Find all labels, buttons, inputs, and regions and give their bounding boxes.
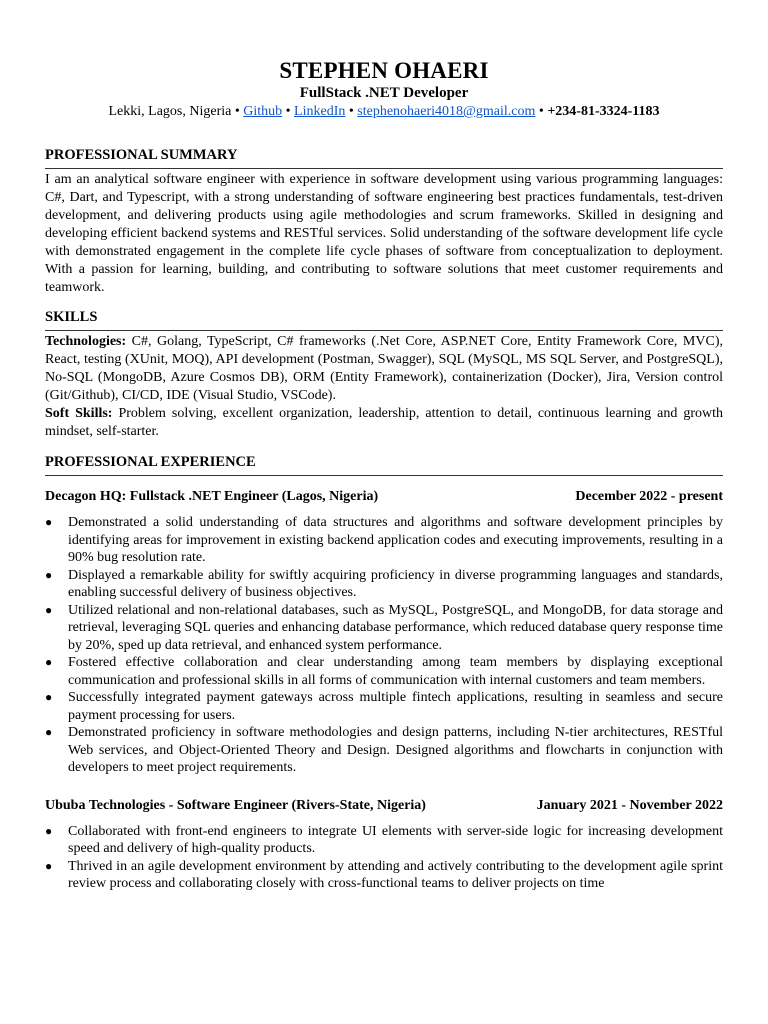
- list-item: ● Thrived in an agile development environment by attending and actively contributing to the development agile sprint review process and collaborating closely with cross-functional teams to deliver projects on time: [45, 858, 723, 891]
- github-link[interactable]: Github: [243, 104, 283, 119]
- summary-text: I am an analytical software engineer with experience in software development using various programming languages: C#, Dart, and Typescript, with a strong understanding of software engineering best practices fundamentals, test-driven development, and delivering products using agile methodologies and scrum frameworks. Skilled in designing and developing efficient backend systems and RESTful services. Solid understanding of the software development life cycle with demonstrated engagement in the complete life cycle phases of software from conceptualization to deployment. With a passion for learning, building, and contributing to software solutions that meet customer requirements and teamwork.: [45, 172, 723, 295]
- bullet-icon: ●: [45, 690, 53, 704]
- job-header: [45, 488, 723, 506]
- soft-skills-text: Problem solving, excellent organization, leadership, attention to detail, continuous learning and growth mindset, self-starter.: [45, 406, 724, 439]
- contact-line: [0, 104, 768, 120]
- separator: •: [345, 104, 358, 119]
- job-entry: [45, 488, 723, 777]
- separator: •: [535, 104, 548, 119]
- section-title: PROFESSIONAL EXPERIENCE: [45, 454, 256, 470]
- list-item: ● Utilized relational and non-relational databases, such as MySQL, PostgreSQL, and MongoDB, for data storage and retrieval, leveraging SQL queries and enhancing database performance, which reduced database query response time by 20%, sped up data retrieval, and enhanced system performance.: [45, 602, 723, 653]
- summary-section: [45, 146, 723, 297]
- phone-number: +234-81-3324-1183: [547, 104, 660, 119]
- job-header: [45, 797, 723, 815]
- email-link[interactable]: stephenohaeri4018@gmail.com: [357, 104, 536, 119]
- section-divider: [45, 168, 723, 169]
- skills-section: [45, 308, 723, 441]
- soft-skills-label: Soft Skills:: [45, 406, 113, 421]
- bullet-icon: ●: [45, 858, 53, 873]
- linkedin-link[interactable]: LinkedIn: [294, 104, 346, 119]
- list-item: ● Collaborated with front-end engineers to integrate UI elements with server-side logic for increasing development speed and delivery of high-quality products.: [45, 823, 723, 856]
- location-text: Lekki, Lagos, Nigeria: [108, 104, 232, 119]
- list-item: ● Demonstrated proficiency in software methodologies and design patterns, including N-tier architectures, RESTful Web services, and Object-Oriented Theory and Design. Designed algorithms and flowcharts in conjunction with developers to meet project requirements.: [45, 725, 723, 775]
- list-item: ● Displayed a remarkable ability for swiftly acquiring proficiency in diverse programming languages and standards, enabling successful delivery of business objectives.: [45, 567, 723, 600]
- separator: •: [231, 104, 244, 119]
- bullet-icon: ●: [45, 655, 53, 669]
- candidate-name: STEPHEN OHAERI: [279, 58, 489, 83]
- bullet-icon: ●: [45, 567, 53, 582]
- separator: •: [282, 104, 295, 119]
- technologies-label: Technologies:: [45, 334, 127, 349]
- section-divider: [45, 330, 723, 331]
- job-bullets: [45, 823, 723, 893]
- bullet-icon: ●: [45, 725, 53, 739]
- job-heading: Decagon HQ: Fullstack .NET Engineer (Lagos, Nigeria): [45, 489, 379, 504]
- job-dates: December 2022 - present: [575, 489, 723, 504]
- candidate-title: FullStack .NET Developer: [299, 85, 469, 101]
- section-title: PROFESSIONAL SUMMARY: [45, 147, 238, 163]
- technologies-paragraph: [45, 333, 723, 405]
- job-entry: [45, 797, 723, 893]
- job-heading: Ububa Technologies - Software Engineer (Rivers-State, Nigeria): [45, 797, 426, 813]
- soft-skills-paragraph: [45, 405, 723, 441]
- bullet-icon: ●: [45, 515, 53, 529]
- list-item: ● Demonstrated a solid understanding of data structures and algorithms and software development principles by identifying areas for improvement in existing backend application codes and executing improvements, resulting in a 90% bug resolution rate.: [45, 515, 723, 565]
- experience-section: [45, 453, 723, 893]
- list-item: ● Successfully integrated payment gateways across multiple fintech applications, resulting in seamless and secure payment processing for users.: [45, 690, 723, 723]
- bullet-icon: ●: [45, 823, 53, 838]
- section-divider: [45, 475, 723, 476]
- job-bullets: [45, 514, 723, 777]
- job-dates: January 2021 - November 2022: [536, 797, 723, 813]
- section-title: SKILLS: [45, 309, 98, 325]
- technologies-text: C#, Golang, TypeScript, C# frameworks (.Net Core, ASP.NET Core, Entity Framework Core, MVC), React, testing (XUnit, MOQ), API development (Postman, Swagger), SQL (MySQL, MS SQL Server, and PostgreSQL), No-SQL (MongoDB, Azure Cosmos DB), ORM (Entity Framework), containerization (Docker), Jira, Version control (Git/Github), CI/CD, IDE (Visual Studio, VSCode).: [45, 334, 723, 403]
- list-item: ● Fostered effective collaboration and clear understanding among team members by displaying exceptional communication and professional skills in all forms of communication with internal customers and team members.: [45, 655, 723, 688]
- bullet-icon: ●: [45, 602, 53, 617]
